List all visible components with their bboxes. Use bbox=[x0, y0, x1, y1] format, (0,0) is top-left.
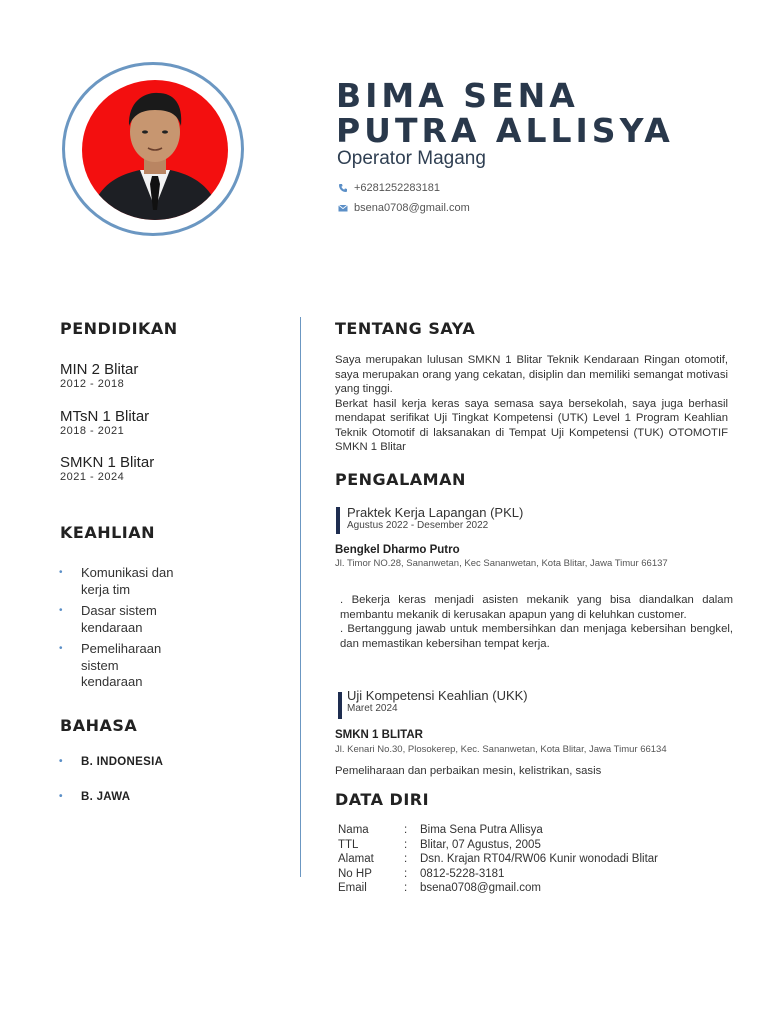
education-heading: PENDIDIKAN bbox=[60, 319, 178, 338]
experience-desc-line-2: . Bertanggung jawab untuk membersihkan dan menjaga kebersihan bengkel, dan memastikan kebersihan tempat kerja. bbox=[340, 623, 733, 650]
personal-data-table bbox=[338, 823, 658, 896]
name-line-2: PUTRA ALLISYA bbox=[336, 111, 674, 150]
person-silhouette-icon bbox=[82, 80, 228, 220]
education-item bbox=[60, 361, 138, 390]
email-text: bsena0708@gmail.com bbox=[354, 202, 470, 214]
experience-accent-bar bbox=[336, 507, 340, 534]
experience-heading: PENGALAMAN bbox=[335, 470, 466, 489]
email-contact bbox=[338, 202, 470, 214]
about-text bbox=[335, 353, 728, 455]
bullet-icon: • bbox=[59, 643, 63, 654]
education-school: MIN 2 Blitar bbox=[60, 361, 139, 378]
experience-address: Jl. Kenari No.30, Plosokerep, Kec. Sananwetan, Kota Blitar, Jawa Timur 66134 bbox=[335, 744, 667, 755]
language-item: • B. INDONESIA bbox=[59, 754, 163, 771]
personal-data-row: No HP : 0812-5228-3181 bbox=[338, 867, 505, 880]
experience-organization: Bengkel Dharmo Putro bbox=[335, 544, 460, 556]
skill-item: • Komunikasi dan kerja tim bbox=[59, 565, 174, 597]
mail-icon bbox=[338, 203, 348, 213]
bullet-icon: • bbox=[59, 790, 63, 802]
experience-date: Maret 2024 bbox=[347, 703, 398, 714]
experience-description bbox=[340, 593, 733, 651]
languages-list bbox=[59, 754, 163, 805]
skills-list bbox=[59, 565, 189, 691]
personal-data-row: Nama : Bima Sena Putra Allisya bbox=[338, 824, 543, 836]
education-years: 2021 - 2024 bbox=[60, 471, 125, 483]
bullet-icon: • bbox=[59, 605, 63, 616]
about-paragraph-1: Saya merupakan lulusan SMKN 1 Blitar Teknik Kendaraan Ringan otomotif, saya merupakan orang yang cekatan, disiplin dan memiliki semangat motivasi yang tinggi. bbox=[335, 354, 728, 395]
language-item: • B. JAWA bbox=[59, 789, 163, 806]
experience-accent-bar bbox=[338, 692, 342, 719]
experience-desc-line-1: . Bekerja keras menjadi asisten mekanik yang bisa diandalkan dalam membantu mekanik di kerusakan apapun yang di keluhkan customer. bbox=[340, 594, 733, 621]
education-item bbox=[60, 454, 154, 483]
personal-data-row: Alamat : Dsn. Krajan RT04/RW06 Kunir wonodadi Blitar bbox=[338, 853, 658, 865]
experience-description: Pemeliharaan dan perbaikan mesin, kelistrikan, sasis bbox=[335, 765, 602, 777]
about-paragraph-2: Berkat hasil kerja keras saya semasa saya bersekolah, saya juga berhasil mendapat serifikat Uji Tingkat Kompetensi (UTK) Level 1 Program Keahlian Teknik Otomotif di laksanakan di Tempat Uji Kompetensi (TUK) OTOMOTIF SMKN 1 Blitar bbox=[335, 397, 728, 453]
phone-text: +6281252283181 bbox=[354, 182, 440, 194]
name-line-1: BIMA SENA bbox=[336, 76, 579, 115]
education-years: 2012 - 2018 bbox=[60, 378, 125, 390]
job-title: Operator Magang bbox=[337, 148, 486, 169]
education-school: MTsN 1 Blitar bbox=[60, 408, 150, 425]
experience-title: Praktek Kerja Lapangan (PKL) bbox=[347, 505, 524, 520]
bullet-icon: • bbox=[59, 756, 63, 767]
bullet-icon: • bbox=[59, 567, 63, 578]
experience-address: Jl. Timor NO.28, Sananwetan, Kec Sananwetan, Kota Blitar, Jawa Timur 66137 bbox=[335, 558, 668, 569]
personal-data-row: Email : bsena0708@gmail.com bbox=[338, 882, 541, 894]
languages-heading: BAHASA bbox=[60, 716, 138, 735]
personal-data-heading: DATA DIRI bbox=[335, 790, 430, 809]
profile-photo bbox=[82, 80, 228, 220]
about-heading: TENTANG SAYA bbox=[335, 319, 476, 338]
skills-heading: KEAHLIAN bbox=[60, 523, 156, 542]
column-divider bbox=[300, 317, 301, 877]
skill-item: • Dasar sistem kendaraan bbox=[59, 603, 157, 635]
personal-data-row: TTL : Blitar, 07 Agustus, 2005 bbox=[338, 838, 541, 851]
experience-organization: SMKN 1 BLITAR bbox=[335, 729, 423, 741]
education-years: 2018 - 2021 bbox=[60, 425, 125, 437]
education-school: SMKN 1 Blitar bbox=[60, 454, 155, 471]
skill-item: • Pemeliharaan sistem kendaraan bbox=[59, 641, 162, 689]
experience-title: Uji Kompetensi Keahlian (UKK) bbox=[347, 688, 528, 703]
phone-contact bbox=[338, 182, 440, 194]
phone-icon bbox=[338, 183, 348, 193]
education-item bbox=[60, 408, 149, 437]
experience-date: Agustus 2022 - Desember 2022 bbox=[347, 520, 489, 531]
full-name bbox=[336, 78, 674, 148]
